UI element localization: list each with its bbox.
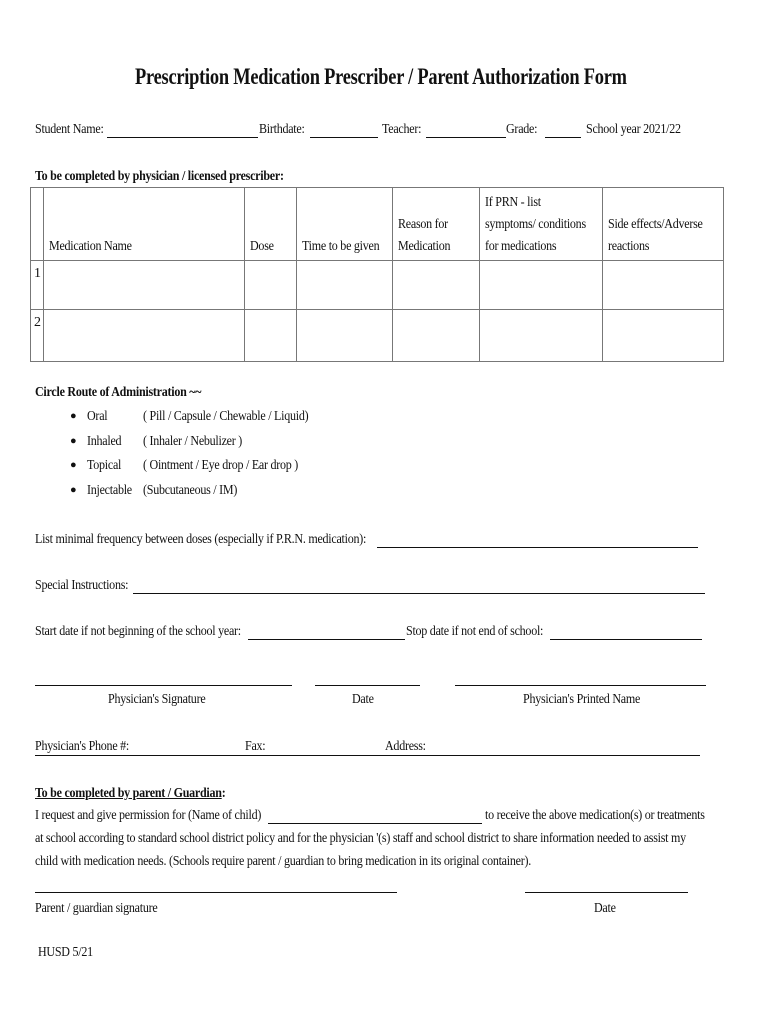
teacher-field[interactable] [426, 137, 506, 138]
physician-phone-label: Physician's Phone #: [35, 739, 130, 754]
bullet-icon: ● [70, 410, 77, 422]
form-title: Prescription Medication Prescriber / Parent Authorization Form [135, 64, 627, 89]
route-detail: (Subcutaneous / IM) [143, 482, 238, 498]
teacher-label: Teacher: [382, 122, 422, 137]
reason-cell[interactable] [392, 261, 479, 310]
stop-date-label: Stop date if not end of school: [406, 624, 544, 639]
special-instructions-label: Special Instructions: [35, 578, 129, 593]
row-number: 1 [31, 261, 44, 310]
bullet-icon: ● [70, 459, 77, 471]
bullet-icon: ● [70, 483, 77, 496]
birthdate-field[interactable] [310, 137, 378, 138]
frequency-field[interactable] [377, 547, 698, 548]
dose-header: Dose [245, 188, 297, 261]
side-effects-cell[interactable] [603, 261, 724, 310]
dose-cell[interactable] [245, 261, 297, 310]
fax-label: Fax: [245, 739, 266, 754]
prn-cell[interactable] [479, 261, 602, 310]
medication-name-cell[interactable] [44, 310, 245, 362]
time-cell[interactable] [297, 261, 393, 310]
frequency-label: List minimal frequency between doses (especially if P.R.N. medication): [35, 532, 367, 547]
physician-section-heading: To be completed by physician / licensed prescriber: [35, 169, 284, 184]
birthdate-label: Birthdate: [259, 122, 305, 137]
parent-permission-text-2: at school according to standard school district policy and for the physician '(s) staff and school district to share information needed to assist my [35, 831, 686, 846]
footer-code: HUSD 5/21 [38, 945, 93, 960]
student-name-label: Student Name: [35, 122, 104, 137]
table-row [31, 310, 724, 362]
parent-signature-label: Parent / guardian signature [35, 901, 158, 916]
parent-permission-text-1a: I request and give permission for (Name of child) [35, 808, 262, 823]
physician-date-field[interactable] [315, 685, 420, 686]
route-detail: ( Ointment / Eye drop / Ear drop ) [143, 458, 299, 473]
grade-label: Grade: [506, 122, 538, 137]
physician-printed-name-field[interactable] [455, 685, 706, 686]
school-year: School year 2021/22 [586, 122, 681, 137]
route-name: Inhaled [87, 433, 122, 449]
row-number-header [31, 188, 44, 261]
medication-name-header: Medication Name [44, 188, 245, 261]
start-date-label: Start date if not beginning of the school year: [35, 624, 241, 639]
dose-cell[interactable] [245, 310, 297, 362]
parent-permission-text-1b: to receive the above medication(s) or treatments [485, 808, 705, 823]
side-effects-header: Side effects/Adverse reactions [603, 188, 724, 261]
time-to-be-given-header: Time to be given [297, 188, 393, 261]
route-detail: ( Pill / Capsule / Chewable / Liquid) [143, 409, 309, 424]
route-name: Injectable [87, 482, 132, 498]
parent-signature-field[interactable] [35, 892, 397, 893]
address-label: Address: [385, 739, 426, 754]
table-row [31, 261, 724, 310]
physician-date-label: Date [352, 692, 374, 707]
bullet-icon: ● [70, 434, 77, 447]
route-detail: ( Inhaler / Nebulizer ) [143, 433, 243, 449]
prn-cell[interactable] [479, 310, 602, 362]
side-effects-cell[interactable] [603, 310, 724, 362]
table-header-row [31, 188, 724, 261]
parent-date-label: Date [594, 901, 616, 916]
start-date-field[interactable] [248, 639, 405, 640]
reason-header: Reason for Medication [392, 188, 479, 261]
prn-header: If PRN - list symptoms/ conditions for medications [479, 188, 602, 261]
medication-table [30, 187, 724, 362]
route-name: Topical [87, 458, 122, 473]
route-name: Oral [87, 409, 108, 424]
medication-name-cell[interactable] [44, 261, 245, 310]
parent-permission-text-3: child with medication needs. (Schools require parent / guardian to bring medication in its original container). [35, 854, 531, 869]
physician-signature-field[interactable] [35, 685, 292, 686]
route-heading: Circle Route of Administration ~~ [35, 385, 202, 400]
physician-signature-label: Physician's Signature [108, 692, 206, 707]
row-number: 2 [31, 310, 44, 362]
child-name-field[interactable] [268, 823, 482, 824]
reason-cell[interactable] [392, 310, 479, 362]
student-name-field[interactable] [107, 137, 258, 138]
physician-printed-name-label: Physician's Printed Name [523, 692, 641, 707]
parent-date-field[interactable] [525, 892, 688, 893]
time-cell[interactable] [297, 310, 393, 362]
parent-section-heading: To be completed by parent / Guardian: [35, 786, 226, 801]
contact-field-line[interactable] [35, 755, 700, 756]
grade-field[interactable] [545, 137, 581, 138]
stop-date-field[interactable] [550, 639, 702, 640]
special-instructions-field[interactable] [133, 593, 705, 594]
